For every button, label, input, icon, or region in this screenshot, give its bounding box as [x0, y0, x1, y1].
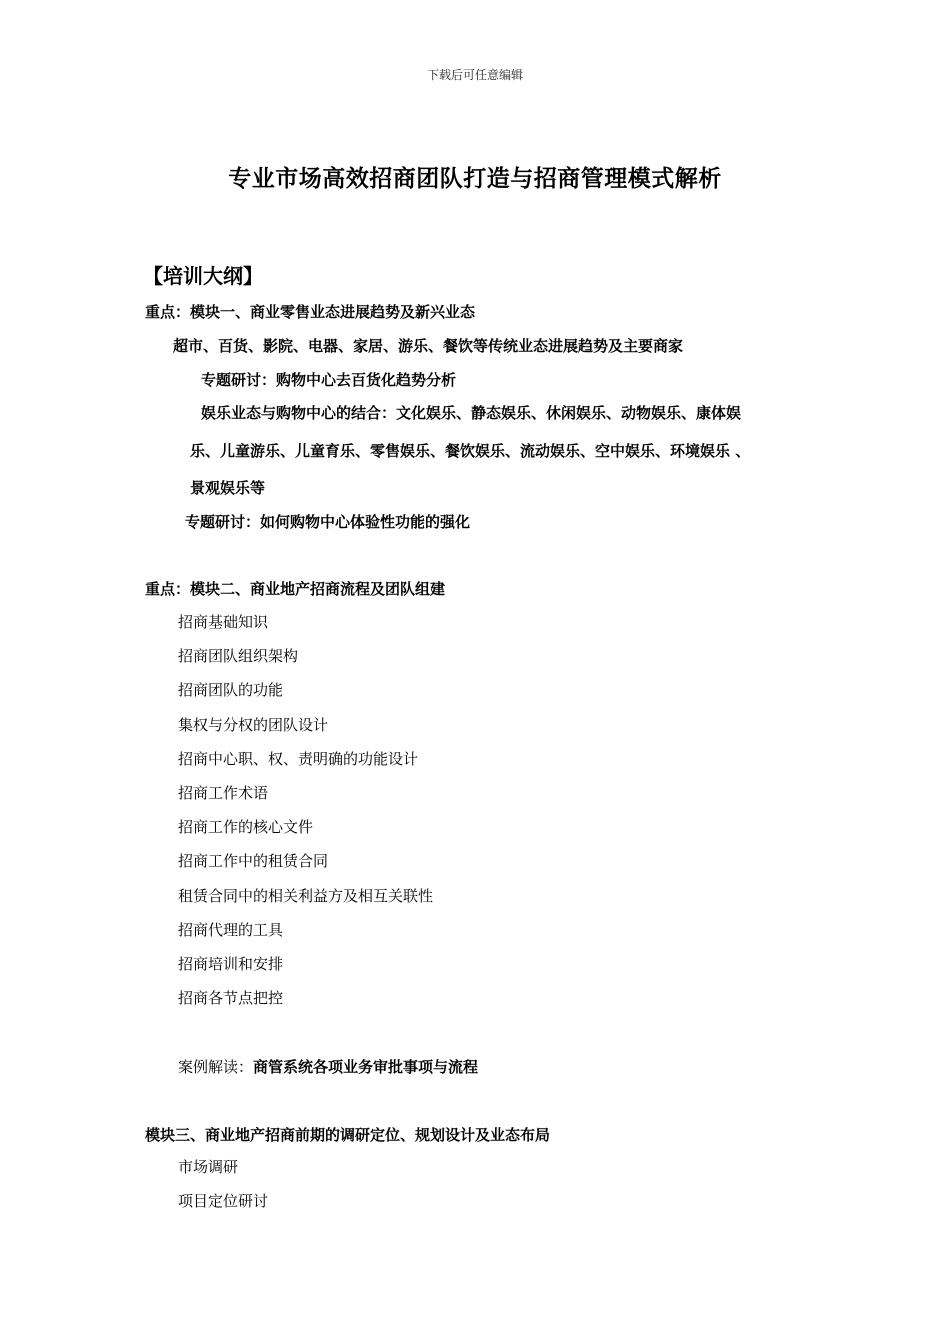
page-header-note: 下载后可任意编辑 — [426, 68, 523, 82]
module1-entertainment-line-3: 景观娱乐等 — [190, 479, 266, 497]
list-item: 招商培训和安排 — [178, 954, 284, 973]
module3-item-list — [178, 1157, 268, 1225]
module1-traditional-formats: 超市、百货、影院、电器、家居、游乐、餐饮等传统业态进展趋势及主要商家 — [173, 337, 684, 355]
list-item: 项目定位研讨 — [178, 1192, 269, 1211]
case-study-label: 案例解读： — [178, 1058, 254, 1076]
module2-case-study — [178, 1056, 478, 1077]
list-item: 招商工作中的租赁合同 — [178, 852, 329, 871]
list-item: 招商中心职、权、责明确的功能设计 — [178, 749, 419, 768]
module2-heading: 重点：模块二、商业地产招商流程及团队组建 — [145, 580, 446, 598]
module1-entertainment-line-2: 乐、儿童游乐、儿童育乐、零售娱乐、餐饮娱乐、流动娱乐、空中娱乐、环境娱乐 、 — [190, 442, 751, 460]
list-item: 招商工作术语 — [178, 783, 269, 802]
document-title: 专业市场高效招商团队打造与招商管理模式解析 — [228, 166, 722, 192]
module3-heading: 模块三、商业地产招商前期的调研定位、规划设计及业态布局 — [145, 1126, 551, 1144]
module2-item-list — [178, 612, 433, 1022]
module1-entertainment-line-1: 娱乐业态与购物中心的结合：文化娱乐、静态娱乐、休闲娱乐、动物娱乐、康体娱 — [201, 404, 742, 422]
list-item: 市场调研 — [178, 1158, 239, 1176]
list-item: 招商团队组织架构 — [178, 647, 299, 666]
case-study-text: 商管系统各项业务审批事项与流程 — [253, 1058, 479, 1076]
list-item: 集权与分权的团队设计 — [178, 715, 329, 734]
list-item: 招商团队的功能 — [178, 681, 284, 700]
section-heading: 【培训大纲】 — [143, 264, 263, 288]
module1-topic-1: 专题研讨：购物中心去百货化趋势分析 — [201, 371, 457, 389]
list-item: 租赁合同中的相关利益方及相互关联性 — [178, 886, 434, 905]
list-item: 招商各节点把控 — [178, 989, 284, 1008]
module1-heading: 重点：模块一、商业零售业态进展趋势及新兴业态 — [145, 303, 476, 321]
list-item: 招商代理的工具 — [178, 920, 284, 939]
module1-topic-2: 专题研讨：如何购物中心体验性功能的强化 — [185, 513, 471, 531]
list-item: 招商基础知识 — [178, 613, 269, 631]
list-item: 招商工作的核心文件 — [178, 818, 314, 837]
